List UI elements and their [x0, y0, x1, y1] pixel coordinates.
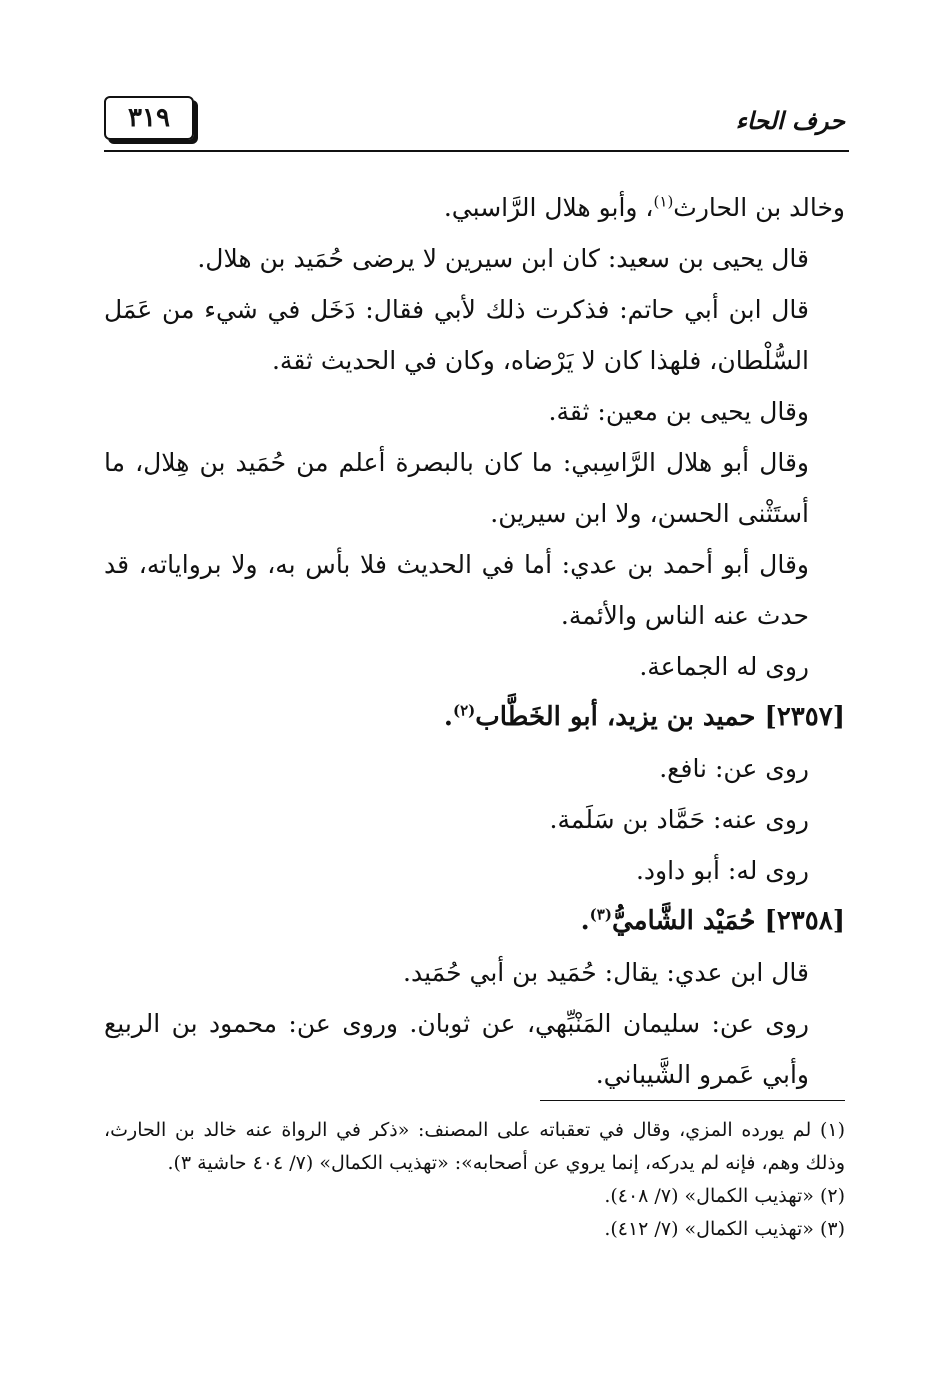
text-line: روى عنه: حَمَّاد بن سَلَمة. — [549, 805, 809, 834]
footnote-marker[interactable]: (٣) — [589, 905, 612, 924]
text-line: روى عن: سليمان المَنْبِّهي، عن ثوبان. وروى عن: محمود بن الربيع وأبي عَمرو الشَّيباني. — [104, 1009, 809, 1089]
text-line: روى له: أبو داود. — [635, 856, 809, 885]
main-text — [104, 182, 845, 1100]
text-line: وقال أبو هلال الرَّاسِبي: ما كان بالبصرة أعلم من حُمَيد بن هِلال، ما أستَثْنى الحسن، ولا ابن سيرين. — [104, 448, 809, 528]
page-number-text: ٣١٩ — [128, 103, 170, 133]
footnote-2: (٢) «تهذيب الكمال» (٧/ ٤٠٨). — [604, 1185, 845, 1207]
text-line: روى له الجماعة. — [639, 652, 809, 681]
header-divider — [104, 150, 849, 152]
footnote-3: (٣) «تهذيب الكمال» (٧/ ٤١٢). — [604, 1218, 845, 1240]
text-line: قال ابن أبي حاتم: فذكرت ذلك لأبي فقال: دَخَل في شيء من عَمَل السُّلْطان، فلهذا كان لا يَرْضاه، وكان في الحديث ثقة. — [104, 295, 809, 375]
footnotes — [104, 1114, 845, 1246]
text-line: وقال أبو أحمد بن عدي: أما في الحديث فلا بأس به، ولا برواياته، قد حدث عنه الناس والأئمة. — [104, 550, 809, 630]
entry-heading-2357: [٢٣٥٧] حميد بن يزيد، أبو الخَطَّاب$^{(٢)}$. — [443, 701, 845, 732]
footnote-marker[interactable]: (٢) — [452, 701, 476, 720]
footnote-1: (١) لم يورده المزي، وقال في تعقباته على المصنف: «ذكر في الرواة عنه خالد بن الحارث، وذلك وهم، فإنه لم يدركه، إنما يروي عن أصحابه»: «تهذيب الكمال» (٧/ ٤٠٤ حاشية ٣). — [104, 1119, 845, 1174]
page-number — [104, 96, 194, 140]
text-line: روى عن: نافع. — [659, 754, 809, 783]
running-title: حرف الحاء — [735, 106, 845, 135]
footnote-marker[interactable]: (١) — [653, 192, 674, 211]
text-line: قال ابن عدي: يقال: حُمَيد بن أبي حُمَيد. — [403, 958, 809, 987]
footnote-divider — [540, 1100, 845, 1101]
text-line: وخالد بن الحارث$^{(١)}$، وأبو هلال الرَّاسبي. — [443, 192, 845, 222]
text-line: وقال يحيى بن معين: ثقة. — [548, 397, 809, 426]
text-line: قال يحيى بن سعيد: كان ابن سيرين لا يرضى حُمَيد بن هلال. — [197, 244, 809, 273]
entry-heading-2358: [٢٣٥٨] حُمَيْد الشَّاميُّ$^{(٣)}$. — [580, 905, 845, 936]
